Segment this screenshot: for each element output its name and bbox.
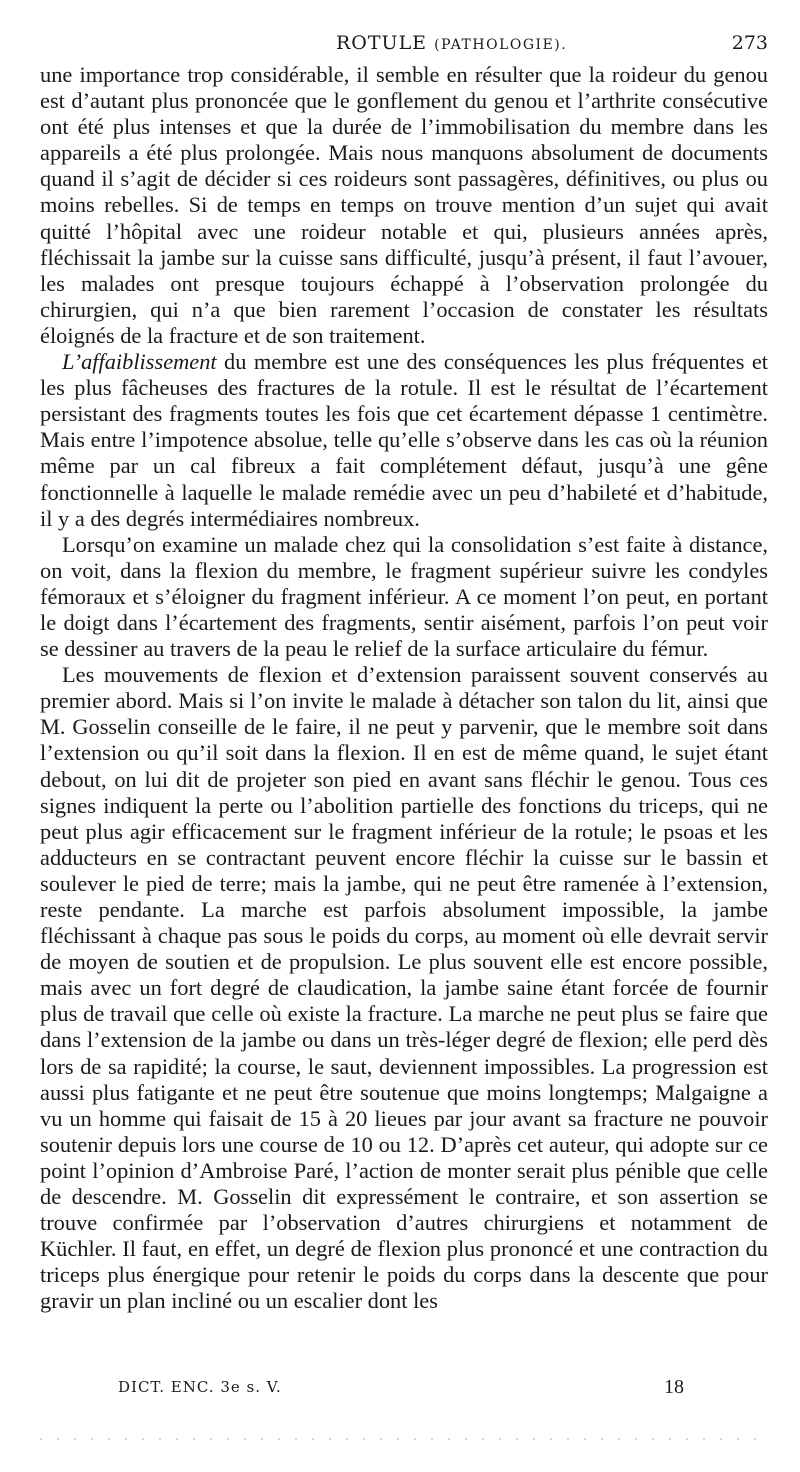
running-title [336,32,567,54]
body-text [40,62,768,1315]
paragraph-1: une importance trop considérable, il semble en résulter que la roideur du genou est d’autant plus prononcée que le gonflement du genou et l’arthrite consécutive ont été plus intenses et que la durée de l’immobilisation du membre dans les appareils a été plus prolongée. Mais nous manquons absolument de documents quand il s’agit de décider si ces roideurs sont passagères, définitives, ou plus ou moins rebelles. Si de temps en temps on trouve mention d’un sujet qui avait quitté l’hôpital avec une roideur notable et qui, plusieurs années après, fléchissait la jambe sur la cuisse sans difficulté, jusqu’à présent, il faut l’avouer, les malades ont presque toujours échappé à l’observation prolongée du chirurgien, qui n’a que bien rarement l’occasion de constater les résultats éloignés de la fracture et de son traitement. [40,62,768,348]
paragraph-4: Les mouvements de flexion et d’extension paraissent souvent conservés au premier abord. Mais si l’on invite le malade à détacher son talon du lit, ainsi que M. Gosselin conseille de le faire, il ne peut y parvenir, que le membre soit dans l’extension ou qu’il soit dans la flexion. Il en est de même quand, le sujet étant debout, on lui dit de projeter son pied en avant sans fléchir le genou. Tous ces signes indiquent la perte ou l’abolition partielle des fonctions du triceps, qui ne peut plus agir efficacement sur le fragment inférieur de la rotule; le psoas et les adducteurs en se contractant peuvent encore fléchir la cuisse sur le bassin et soulever le pied de terre; mais la jambe, qui ne peut être ramenée à l’extension, reste pendante. La marche est parfois absolument impossible, la jambe fléchissant à chaque pas sous le poids du corps, au moment où elle devrait servir de moyen de soutien et de propulsion. Le plus souvent elle est encore possible, mais avec un fort degré de claudication, la jambe saine étant forcée de fournir plus de travail que celle où existe la fracture. La marche ne peut plus se faire que dans l’extension de la jambe ou dans un très-léger degré de flexion; elle perd dès lors de sa rapidité; la course, le saut, deviennent impossibles. La progression est aussi plus fatigante et ne peut être soutenue que moins longtemps; Malgaigne a vu un homme qui faisait de 15 à 20 lieues par jour avant sa fracture ne pouvoir soutenir depuis lors une course de 10 ou 12. D’après cet auteur, qui adopte sur ce point l’opinion d’Ambroise Paré, l’action de monter serait plus pénible que celle de descendre. M. Gosselin dit expressément le contraire, et son assertion se trouve confirmée par l’observation d’autres chirurgiens et notamment de Küchler. Il faut, en effet, un degré de flexion plus prononcé et une contraction du triceps plus énergique pour retenir le poids du corps dans la descente que pour gravir un plan incliné ou un escalier dont les [40,662,768,1314]
scan-artifact-line [40,1438,760,1440]
running-title-main: ROTULE [336,32,428,54]
footer-signature: DICT. ENC. 3e s. V. [118,1378,282,1396]
running-head [40,28,768,58]
running-title-sub: (PATHOLOGIE). [434,37,568,53]
paragraph-2-lead-italic: L’affaiblissement [62,349,217,375]
paragraph-3: Lorsqu’on examine un malade chez qui la consolidation s’est faite à distance, on voit, dans la flexion du membre, le fragment supérieur suivre les condyles fémoraux et s’éloigner du fragment inférieur. A ce moment l’on peut, en portant le doigt dans l’écartement des fragments, sentir aisément, parfois l’on peut voir se dessiner au travers de la peau le relief de la surface articulaire du fémur. [40,531,768,662]
page-number: 273 [731,32,768,54]
paragraph-2-text: du membre est une des conséquences les plus fréquentes et les plus fâcheuses des fractures de la rotule. Il est le résultat de l’écartement persistant des fragments toutes les fois que cet écartement dépasse 1 centimètre. Mais entre l’impotence absolue, telle qu’elle s’observe dans les cas où la réunion même par un cal fibreux a fait complétement défaut, jusqu’à une gêne fonctionnelle à laquelle le malade remédie avec un peu d’habileté et d’habitude, il y a des degrés intermédiaires nombreux. [40,349,768,531]
footer-sheet-number: 18 [664,1376,684,1398]
paragraph-2 [40,349,768,532]
